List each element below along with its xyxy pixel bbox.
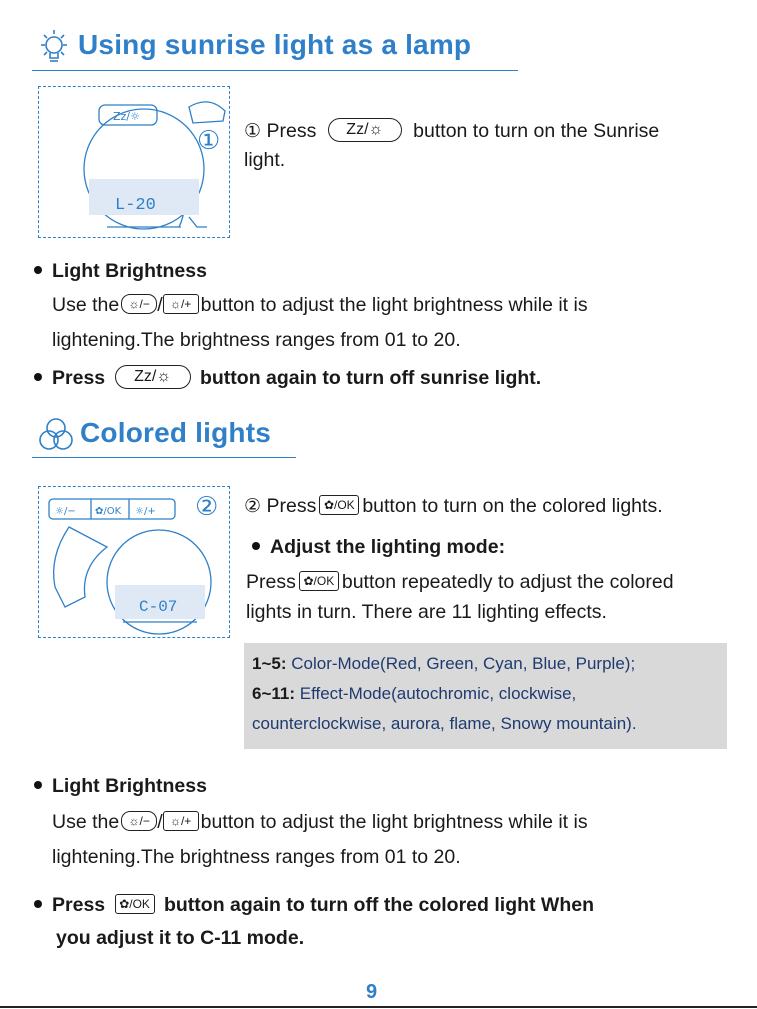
lamp-top-button-label: Zz/☼ bbox=[113, 110, 140, 123]
sun-minus-icon: ☼/− bbox=[128, 813, 150, 828]
use-the: Use the bbox=[52, 811, 120, 833]
use-the: Use the bbox=[52, 294, 120, 316]
brightness-line2: lightening.The brightness ranges from 01 to 20. bbox=[52, 329, 461, 351]
page-number: 9 bbox=[366, 981, 378, 1003]
sun-plus-icon: ☼/+ bbox=[169, 296, 192, 311]
bullet-light-brightness-2 bbox=[34, 771, 207, 801]
note-line2 bbox=[252, 679, 727, 709]
note-color-modes: Color-Mode(Red, Green, Cyan, Blue, Purple); bbox=[291, 654, 636, 673]
adjust-press: Press bbox=[246, 571, 296, 593]
note-line3: counterclockwise, aurora, flame, Snowy mountain). bbox=[252, 714, 637, 733]
diagram-step-number: ① bbox=[197, 125, 221, 155]
turn-off-desc: button again to turn off sunrise light. bbox=[199, 367, 542, 389]
brightness2-line1 bbox=[52, 807, 588, 837]
sunrise-zz-icon: Zz/☼ bbox=[134, 367, 171, 385]
note-line1 bbox=[252, 649, 727, 679]
lightbulb-icon bbox=[36, 28, 72, 68]
bullet-dot bbox=[34, 373, 42, 381]
section-title-sunrise-lamp: Using sunrise light as a lamp bbox=[78, 29, 472, 60]
brightness-plus-button-2[interactable] bbox=[163, 811, 199, 831]
adjust-desc: button repeatedly to adjust the colored bbox=[341, 571, 674, 593]
color-ok-button-2[interactable] bbox=[299, 571, 339, 591]
brightness-desc: button to adjust the light brightness while it is bbox=[200, 294, 588, 316]
lighting-modes-note bbox=[244, 643, 727, 749]
sunrise-zz-icon: Zz/☼ bbox=[346, 120, 384, 138]
bullet-dot bbox=[34, 781, 42, 789]
lamp-drawing bbox=[39, 87, 229, 237]
step1-line2: light. bbox=[244, 149, 286, 171]
adjust-line1 bbox=[246, 567, 674, 597]
step2-line1 bbox=[244, 491, 663, 522]
step2-desc: button to turn on the colored lights. bbox=[362, 495, 663, 517]
bullet-turn-off-sunrise bbox=[34, 363, 541, 393]
colored-lamp-illustration bbox=[38, 486, 230, 638]
bullet-dot bbox=[252, 542, 260, 550]
step2-press: Press bbox=[266, 495, 317, 517]
bullet-title: Light Brightness bbox=[52, 260, 207, 282]
section-divider bbox=[32, 70, 518, 71]
turn-off-colored-line2: you adjust it to C-11 mode. bbox=[56, 927, 305, 949]
brightness-minus-button[interactable] bbox=[121, 294, 157, 314]
sunrise-lamp-illustration bbox=[38, 86, 230, 238]
step2-number: ② bbox=[244, 496, 262, 517]
turn-off-colored-desc: button again to turn off the colored light When bbox=[163, 894, 595, 916]
sun-plus-icon: ☼/+ bbox=[169, 813, 192, 828]
step1-desc: button to turn on the Sunrise bbox=[413, 120, 660, 142]
sunrise-button-2[interactable] bbox=[115, 365, 191, 389]
color-ok-button[interactable] bbox=[319, 495, 359, 515]
press-label: Press bbox=[52, 894, 106, 916]
bullet-turn-off-colored bbox=[34, 890, 594, 920]
section-title-colored-lights: Colored lights bbox=[80, 417, 272, 448]
step1-line1 bbox=[244, 116, 659, 147]
press-label: Press bbox=[52, 367, 106, 389]
minus-button-label: ☼/− bbox=[55, 506, 76, 517]
step1-press: Press bbox=[266, 120, 317, 142]
color-ok-button-3[interactable] bbox=[115, 894, 155, 914]
footer-rule bbox=[0, 1006, 757, 1008]
step1-number: ① bbox=[244, 121, 262, 142]
slash: / bbox=[157, 294, 163, 316]
slash: / bbox=[157, 811, 163, 833]
brightness2-line2: lightening.The brightness ranges from 01 to 20. bbox=[52, 846, 461, 868]
brightness-plus-button[interactable] bbox=[163, 294, 199, 314]
color-ok-icon: ✿/OK bbox=[323, 497, 355, 512]
diagram-step-number: ② bbox=[195, 491, 219, 521]
color-ok-icon: ✿/OK bbox=[303, 573, 335, 588]
note-label-effect: 6~11: bbox=[252, 684, 296, 703]
sun-minus-icon: ☼/− bbox=[128, 296, 150, 311]
brightness-desc: button to adjust the light brightness while it is bbox=[200, 811, 588, 833]
note-effect-modes: Effect-Mode(autochromic, clockwise, bbox=[299, 684, 577, 703]
adjust-title: Adjust the lighting mode: bbox=[270, 536, 506, 558]
bullet-title: Light Brightness bbox=[52, 775, 207, 797]
color-ok-icon: ✿/OK bbox=[119, 896, 150, 911]
adjust-line2: lights in turn. There are 11 lighting effects. bbox=[246, 601, 607, 623]
sunrise-button[interactable] bbox=[328, 118, 402, 142]
color-button-label: ✿/OK bbox=[95, 506, 122, 517]
colored-lights-icon bbox=[36, 414, 76, 454]
colored-lamp-display: C-07 bbox=[139, 598, 178, 616]
plus-button-label: ☼/+ bbox=[135, 506, 156, 517]
lamp-display: L-20 bbox=[115, 196, 156, 215]
bullet-dot bbox=[34, 900, 42, 908]
brightness-line1 bbox=[52, 290, 588, 320]
section-divider bbox=[32, 457, 296, 458]
bullet-light-brightness-1 bbox=[34, 256, 207, 286]
bullet-dot bbox=[34, 266, 42, 274]
brightness-minus-button-2[interactable] bbox=[121, 811, 157, 831]
note-label-color: 1~5: bbox=[252, 654, 287, 673]
bullet-adjust-mode bbox=[252, 532, 505, 562]
